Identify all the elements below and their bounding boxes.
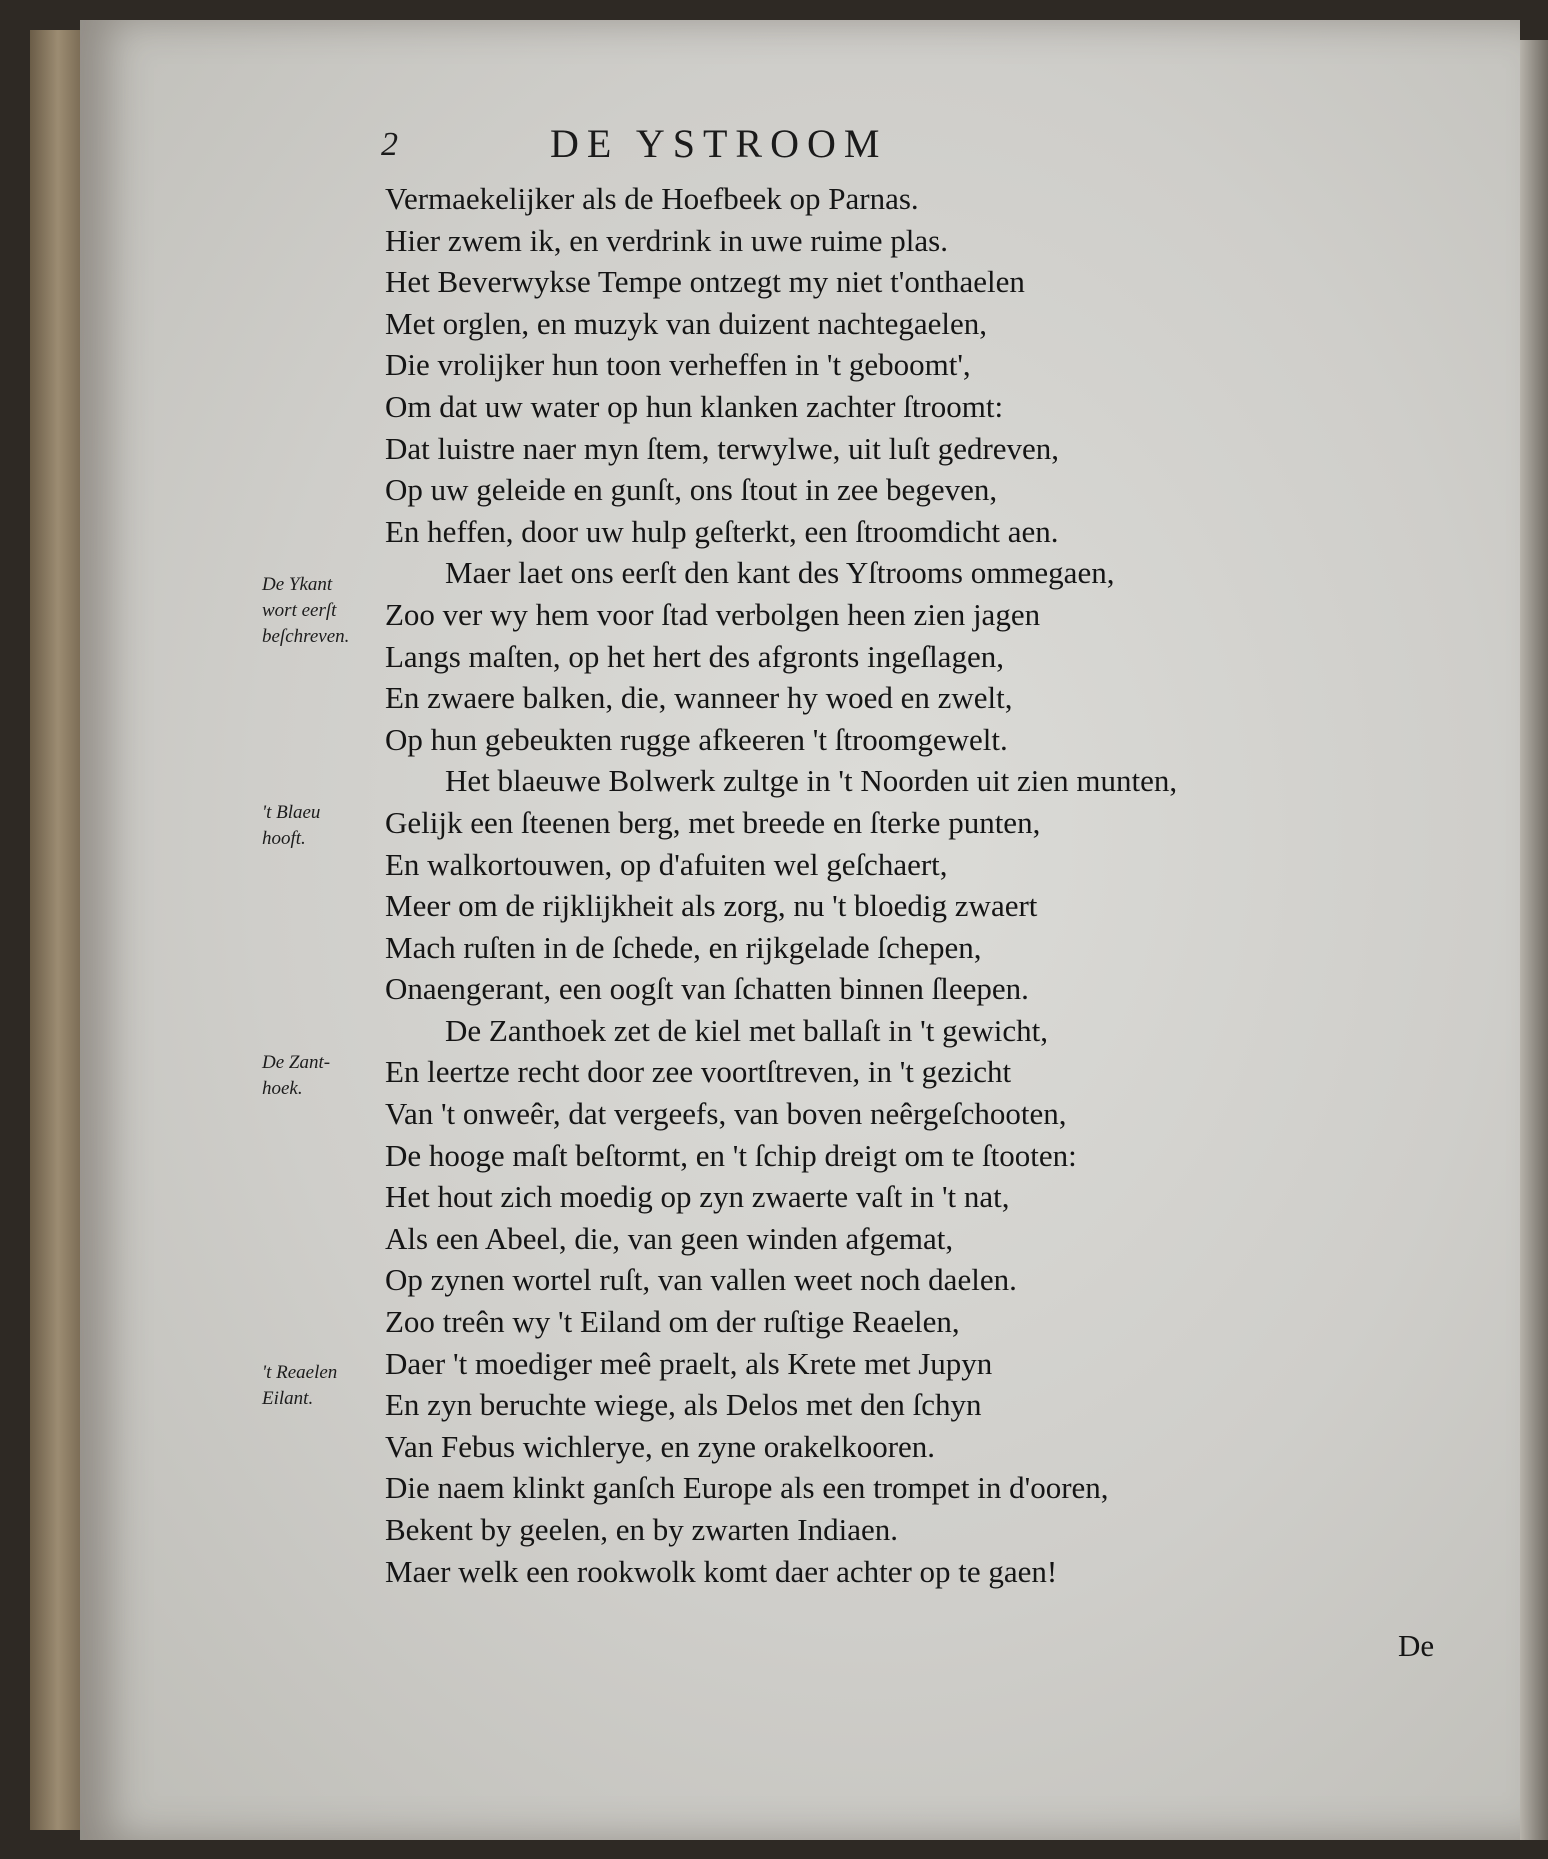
- verse-line: Maer laet ons eerſt den kant des Yſtrooms ommegaen,: [445, 555, 1115, 591]
- verse-line: Het Beverwykse Tempe ontzegt my niet t'onthaelen: [385, 264, 1025, 300]
- verse-line: Het hout zich moedig op zyn zwaerte vaſt in 't nat,: [385, 1179, 1010, 1215]
- page-number: 2: [381, 126, 398, 163]
- verse-line: Om dat uw water op hun klanken zachter ſtroomt:: [385, 388, 1004, 424]
- margin-note-reaelen-eilant: [262, 1360, 392, 1412]
- verse-line: Van 't onweêr, dat vergeefs, van boven neêrgeſchooten,: [385, 1096, 1067, 1132]
- margin-note-blaeu-hooft: [262, 800, 392, 852]
- verse-line: Zoo ver wy hem voor ſtad verbolgen heen zien jagen: [385, 596, 1041, 632]
- margin-note-zanthoek: [262, 1050, 392, 1102]
- verse-line: Van Febus wichlerye, en zyne orakelkooren.: [385, 1428, 936, 1464]
- verse-line: Op uw geleide en gunſt, ons ſtout in zee begeven,: [385, 472, 998, 508]
- page-header: [375, 120, 1155, 170]
- margin-note-line: De Zant-: [262, 1052, 331, 1073]
- verse-line: Hier zwem ik, en verdrink in uwe ruime plas.: [385, 222, 948, 258]
- margin-note-line: De Ykant: [262, 574, 333, 595]
- verse-line: Bekent by geelen, en by zwarten Indiaen.: [385, 1512, 899, 1547]
- verse-line: En walkortouwen, op d'afuiten wel geſchaert,: [385, 846, 948, 882]
- catchword: De: [1398, 1628, 1435, 1663]
- verse-line: Op hun gebeukten rugge afkeeren 't ſtroomgewelt.: [385, 721, 1008, 757]
- verse-line: Onaengerant, een oogſt van ſchatten binnen ſleepen.: [385, 971, 1029, 1007]
- margin-note-line: Eilant.: [262, 1388, 314, 1409]
- verse-line: Maer welk een rookwolk komt daer achter op te gaen!: [385, 1553, 1058, 1589]
- margin-note-line: beſchreven.: [262, 626, 350, 647]
- margin-note-ykant: [262, 572, 392, 650]
- verse-line: En heffen, door uw hulp geſterkt, een ſtroomdicht aen.: [385, 513, 1059, 549]
- verse-line: Die naem klinkt ganſch Europe als een trompet in d'ooren,: [385, 1470, 1109, 1506]
- verse-line: En zyn beruchte wiege, als Delos met den ſchyn: [385, 1387, 982, 1423]
- verse-line: Mach ruſten in de ſchede, en rijkgelade ſchepen,: [385, 929, 982, 965]
- verse-line: Gelijk een ſteenen berg, met breede en ſterke punten,: [385, 804, 1041, 840]
- verse-line: Vermaekelijker als de Hoefbeek op Parnas.: [385, 181, 919, 216]
- margin-note-line: wort eerſt: [262, 600, 337, 621]
- verse-line: Als een Abeel, die, van geen winden afgemat,: [385, 1220, 954, 1256]
- verse-line: Op zynen wortel ruſt, van vallen weet noch daelen.: [385, 1262, 1017, 1298]
- verse-line: En leertze recht door zee voortſtreven, in 't gezicht: [385, 1054, 1012, 1090]
- verse-line: De hooge maſt beſtormt, en 't ſchip dreigt om te ſtooten:: [385, 1137, 1077, 1173]
- running-title: DE YSTROOM: [550, 121, 888, 166]
- verse-line: De Zanthoek zet de kiel met ballaſt in 't gewicht,: [445, 1012, 1048, 1048]
- margin-note-line: 't Blaeu: [262, 802, 321, 823]
- verse-line: Die vrolijker hun toon verheffen in 't geboomt',: [385, 347, 971, 383]
- verse-line: Daer 't moediger meê praelt, als Krete met Jupyn: [385, 1345, 993, 1381]
- verse-line: Meer om de rijklijkheit als zorg, nu 't bloedig zwaert: [385, 888, 1038, 924]
- verse-line: Dat luistre naer myn ſtem, terwylwe, uit luſt gedreven,: [385, 430, 1060, 466]
- margin-note-line: hooft.: [262, 828, 306, 849]
- verse-line: Zoo treên wy 't Eiland om der ruſtige Reaelen,: [385, 1304, 960, 1340]
- poem-text: [385, 178, 1485, 1592]
- verse-line: En zwaere balken, die, wanneer hy woed en zwelt,: [385, 680, 1013, 716]
- verse-line: Langs maſten, op het hert des afgronts ingeſlagen,: [385, 638, 1004, 674]
- verse-line: Het blaeuwe Bolwerk zultge in 't Noorden uit zien munten,: [445, 763, 1178, 799]
- verse-line: Met orglen, en muzyk van duizent nachtegaelen,: [385, 305, 987, 341]
- margin-note-line: hoek.: [262, 1078, 303, 1099]
- margin-note-line: 't Reaelen: [262, 1362, 338, 1383]
